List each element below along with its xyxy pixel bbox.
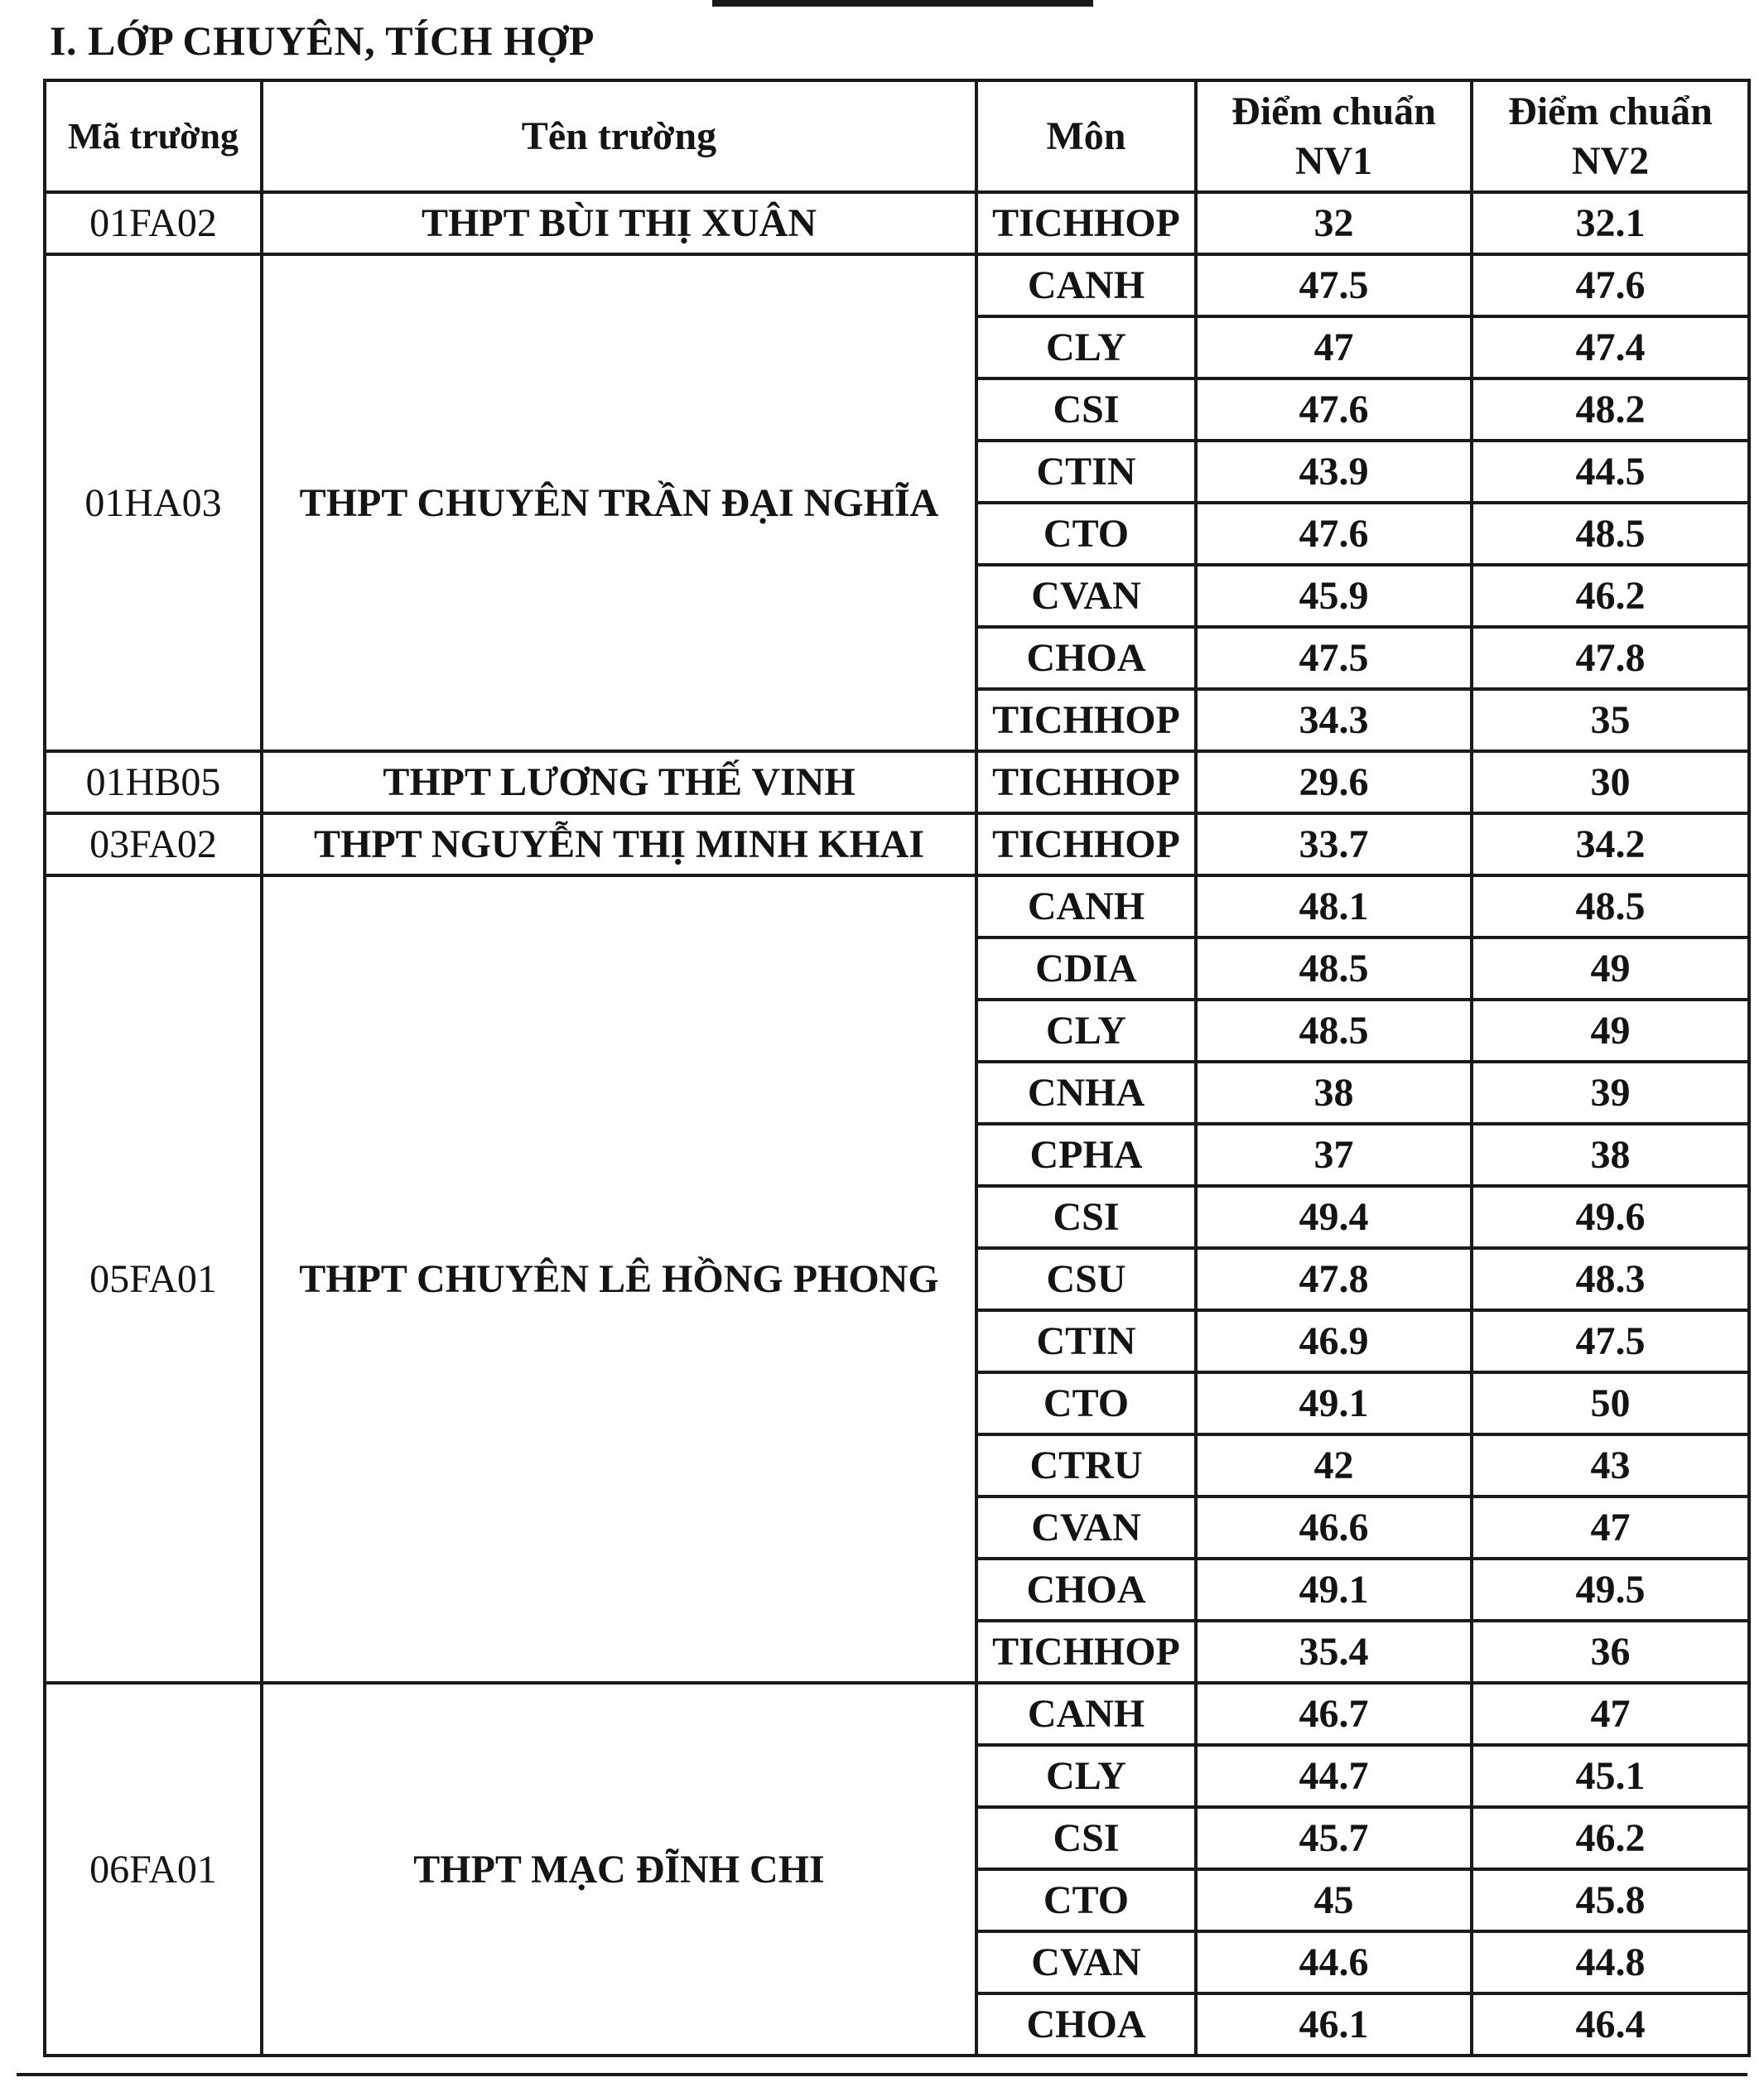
score-nv1-cell: 43.9 xyxy=(1196,441,1472,503)
subject-cell: TICHHOP xyxy=(976,813,1196,875)
subject-cell: CLY xyxy=(976,316,1196,378)
score-nv2-cell: 47.5 xyxy=(1472,1310,1749,1372)
subject-cell: CTIN xyxy=(976,441,1196,503)
score-nv2-cell: 49 xyxy=(1472,1000,1749,1062)
subject-cell: CTO xyxy=(976,1869,1196,1931)
score-nv1-cell: 47.6 xyxy=(1196,503,1472,565)
header-score-nv1: Điểm chuẩn NV1 xyxy=(1196,80,1472,192)
subject-cell: CANH xyxy=(976,875,1196,937)
subject-cell: CHOA xyxy=(976,1993,1196,2056)
score-nv2-cell: 30 xyxy=(1472,751,1749,813)
subject-cell: CTO xyxy=(976,1372,1196,1434)
score-nv1-cell: 42 xyxy=(1196,1434,1472,1497)
score-nv1-cell: 37 xyxy=(1196,1124,1472,1186)
score-nv1-cell: 45 xyxy=(1196,1869,1472,1931)
score-nv1-cell: 46.9 xyxy=(1196,1310,1472,1372)
score-nv1-cell: 34.3 xyxy=(1196,689,1472,751)
score-nv2-cell: 48.5 xyxy=(1472,875,1749,937)
admission-score-table-container xyxy=(43,79,1747,2057)
score-nv2-cell: 44.5 xyxy=(1472,441,1749,503)
score-nv2-cell: 49.5 xyxy=(1472,1559,1749,1621)
score-nv1-cell: 35.4 xyxy=(1196,1621,1472,1683)
school-name-cell: THPT LƯƠNG THẾ VINH xyxy=(262,751,976,813)
school-name-cell: THPT CHUYÊN LÊ HỒNG PHONG xyxy=(262,875,976,1683)
score-nv2-cell: 45.1 xyxy=(1472,1745,1749,1807)
score-nv2-cell: 43 xyxy=(1472,1434,1749,1497)
subject-cell: CSU xyxy=(976,1248,1196,1310)
table-row xyxy=(45,1683,1749,1745)
score-nv1-cell: 44.7 xyxy=(1196,1745,1472,1807)
score-nv1-cell: 48.5 xyxy=(1196,1000,1472,1062)
score-nv2-cell: 32.1 xyxy=(1472,192,1749,254)
subject-cell: CNHA xyxy=(976,1062,1196,1124)
section-title: I. LỚP CHUYÊN, TÍCH HỢP xyxy=(50,17,595,64)
page-bottom-rule xyxy=(17,2073,1747,2076)
score-nv2-cell: 45.8 xyxy=(1472,1869,1749,1931)
score-nv2-cell: 50 xyxy=(1472,1372,1749,1434)
school-name-cell: THPT NGUYỄN THỊ MINH KHAI xyxy=(262,813,976,875)
score-nv1-cell: 45.7 xyxy=(1196,1807,1472,1869)
score-nv2-cell: 38 xyxy=(1472,1124,1749,1186)
subject-cell: CHOA xyxy=(976,627,1196,689)
subject-cell: TICHHOP xyxy=(976,192,1196,254)
score-nv2-cell: 46.2 xyxy=(1472,565,1749,627)
table-row xyxy=(45,751,1749,813)
cropped-title-fragment xyxy=(712,0,1093,7)
subject-cell: CTO xyxy=(976,503,1196,565)
score-nv1-cell: 46.6 xyxy=(1196,1497,1472,1559)
school-code-cell: 01HA03 xyxy=(45,254,262,751)
score-nv1-cell: 49.1 xyxy=(1196,1372,1472,1434)
score-nv2-cell: 49 xyxy=(1472,937,1749,1000)
school-code-cell: 01HB05 xyxy=(45,751,262,813)
table-row xyxy=(45,254,1749,316)
table-header-row xyxy=(45,80,1749,192)
school-code-cell: 06FA01 xyxy=(45,1683,262,2056)
score-nv2-cell: 34.2 xyxy=(1472,813,1749,875)
school-name-cell: THPT CHUYÊN TRẦN ĐẠI NGHĨA xyxy=(262,254,976,751)
school-code-cell: 01FA02 xyxy=(45,192,262,254)
score-nv2-cell: 48.3 xyxy=(1472,1248,1749,1310)
subject-cell: CDIA xyxy=(976,937,1196,1000)
subject-cell: CSI xyxy=(976,1186,1196,1248)
score-nv2-cell: 47 xyxy=(1472,1497,1749,1559)
score-nv1-cell: 48.5 xyxy=(1196,937,1472,1000)
score-nv1-cell: 46.7 xyxy=(1196,1683,1472,1745)
score-nv1-cell: 29.6 xyxy=(1196,751,1472,813)
score-nv2-cell: 44.8 xyxy=(1472,1931,1749,1993)
subject-cell: CTRU xyxy=(976,1434,1196,1497)
score-nv1-cell: 47.5 xyxy=(1196,627,1472,689)
score-nv2-cell: 48.5 xyxy=(1472,503,1749,565)
score-nv1-cell: 32 xyxy=(1196,192,1472,254)
subject-cell: CVAN xyxy=(976,1497,1196,1559)
score-nv2-cell: 47.8 xyxy=(1472,627,1749,689)
score-nv2-cell: 39 xyxy=(1472,1062,1749,1124)
subject-cell: TICHHOP xyxy=(976,689,1196,751)
table-body xyxy=(45,192,1749,2056)
score-nv2-cell: 47.4 xyxy=(1472,316,1749,378)
school-name-cell: THPT MẠC ĐĨNH CHI xyxy=(262,1683,976,2056)
header-school-code: Mã trường xyxy=(45,80,262,192)
score-nv1-cell: 44.6 xyxy=(1196,1931,1472,1993)
score-nv2-cell: 47.6 xyxy=(1472,254,1749,316)
school-code-cell: 03FA02 xyxy=(45,813,262,875)
subject-cell: TICHHOP xyxy=(976,751,1196,813)
subject-cell: CLY xyxy=(976,1745,1196,1807)
subject-cell: CVAN xyxy=(976,1931,1196,1993)
score-nv1-cell: 49.4 xyxy=(1196,1186,1472,1248)
subject-cell: CTIN xyxy=(976,1310,1196,1372)
table-row xyxy=(45,192,1749,254)
school-name-cell: THPT BÙI THỊ XUÂN xyxy=(262,192,976,254)
subject-cell: CHOA xyxy=(976,1559,1196,1621)
subject-cell: CVAN xyxy=(976,565,1196,627)
subject-cell: CSI xyxy=(976,378,1196,441)
score-nv1-cell: 46.1 xyxy=(1196,1993,1472,2056)
score-nv1-cell: 49.1 xyxy=(1196,1559,1472,1621)
score-nv2-cell: 49.6 xyxy=(1472,1186,1749,1248)
score-nv2-cell: 46.4 xyxy=(1472,1993,1749,2056)
subject-cell: CLY xyxy=(976,1000,1196,1062)
table-row xyxy=(45,875,1749,937)
score-nv1-cell: 47.6 xyxy=(1196,378,1472,441)
subject-cell: CANH xyxy=(976,254,1196,316)
score-nv2-cell: 36 xyxy=(1472,1621,1749,1683)
header-subject: Môn xyxy=(976,80,1196,192)
score-nv2-cell: 48.2 xyxy=(1472,378,1749,441)
subject-cell: CANH xyxy=(976,1683,1196,1745)
header-school-name: Tên trường xyxy=(262,80,976,192)
score-nv1-cell: 38 xyxy=(1196,1062,1472,1124)
school-code-cell: 05FA01 xyxy=(45,875,262,1683)
subject-cell: CSI xyxy=(976,1807,1196,1869)
score-nv1-cell: 47 xyxy=(1196,316,1472,378)
score-nv1-cell: 48.1 xyxy=(1196,875,1472,937)
score-nv1-cell: 47.8 xyxy=(1196,1248,1472,1310)
score-nv2-cell: 46.2 xyxy=(1472,1807,1749,1869)
table-row xyxy=(45,813,1749,875)
score-nv2-cell: 47 xyxy=(1472,1683,1749,1745)
subject-cell: TICHHOP xyxy=(976,1621,1196,1683)
header-score-nv2: Điểm chuẩn NV2 xyxy=(1472,80,1749,192)
score-nv1-cell: 47.5 xyxy=(1196,254,1472,316)
score-nv2-cell: 35 xyxy=(1472,689,1749,751)
subject-cell: CPHA xyxy=(976,1124,1196,1186)
admission-score-table xyxy=(43,79,1751,2057)
score-nv1-cell: 33.7 xyxy=(1196,813,1472,875)
score-nv1-cell: 45.9 xyxy=(1196,565,1472,627)
